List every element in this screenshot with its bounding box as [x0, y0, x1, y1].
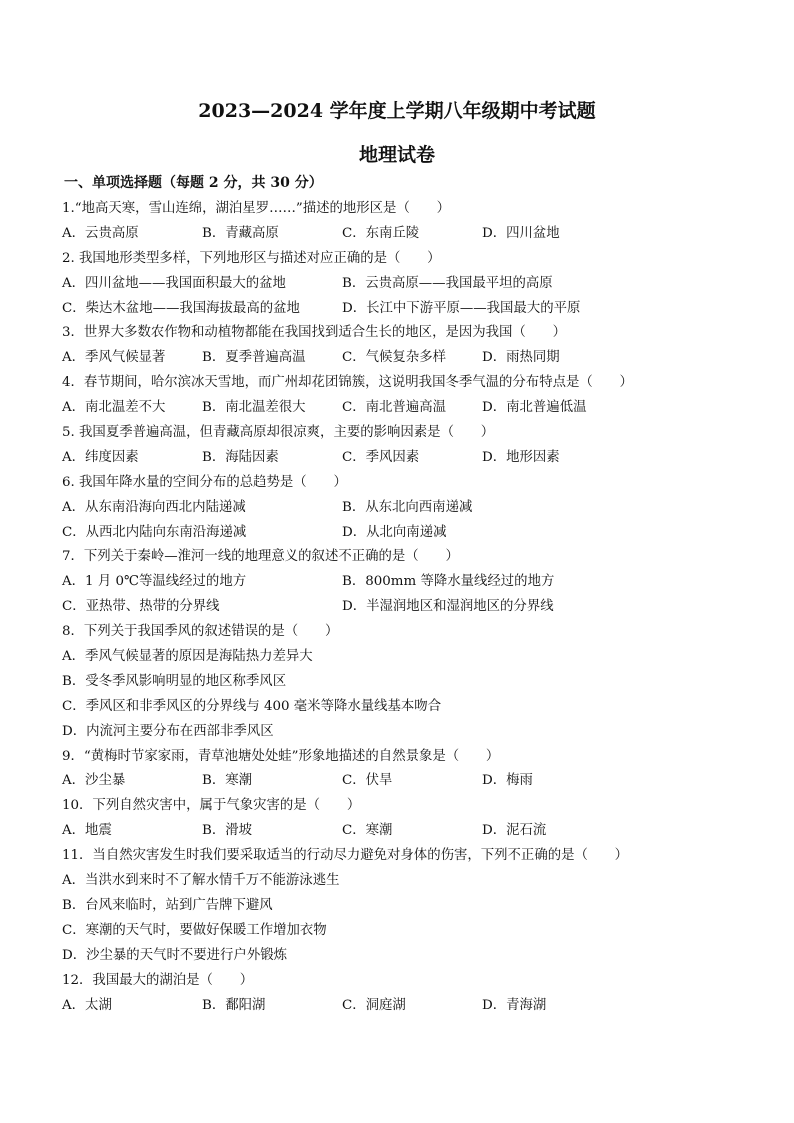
options-row	[62, 521, 742, 546]
exam-title: 2023—2024 学年度上学期八年级期中考试题	[198, 100, 596, 122]
option-a: A．从东南沿海向西北内陆递减	[62, 499, 246, 515]
option-d: D．泥石流	[482, 823, 547, 839]
option-c: C．气候复杂多样	[342, 350, 446, 366]
option-c: C．寒潮的天气时，要做好保暖工作增加衣物	[62, 922, 327, 938]
section-heading: 一、单项选择题（每题 2 分，共 30 分）	[64, 175, 323, 191]
option-a: A．1 月 0℃等温线经过的地方	[62, 574, 247, 590]
options-row	[62, 570, 742, 595]
question-stem: 4．春节期间，哈尔滨冰天雪地，而广州却花团锦簇，这说明我国冬季气温的分布特点是（ ）	[62, 375, 633, 391]
options-row	[62, 595, 742, 620]
options-row	[62, 994, 742, 1019]
option-c: C．柴达木盆地——我国海拔最高的盆地	[62, 300, 300, 316]
option-a: A．沙尘暴	[62, 773, 126, 789]
option-c: C．东南丘陵	[342, 225, 420, 241]
options-row	[62, 297, 742, 322]
options-row	[62, 396, 742, 421]
option-c: C．亚热带、热带的分界线	[62, 599, 220, 615]
option-a: A．四川盆地——我国面积最大的盆地	[62, 275, 286, 291]
option-d: D．内流河主要分布在西部非季风区	[62, 723, 274, 739]
option-d: D．四川盆地	[482, 225, 560, 241]
option-d: D．梅雨	[482, 773, 533, 789]
option-a: A．季风气候显著的原因是海陆热力差异大	[62, 649, 313, 665]
option-c: C．从西北内陆向东南沿海递减	[62, 524, 247, 540]
option-a: A．地震	[62, 823, 112, 839]
option-a: A．云贵高原	[62, 225, 139, 241]
option-a: A．当洪水到来时不了解水情千万不能游泳逃生	[62, 873, 340, 889]
option-b: B．从东北向西南递减	[342, 499, 473, 515]
question-list	[62, 197, 742, 1018]
question-stem: 3．世界大多数农作物和动植物都能在我国找到适合生长的地区，是因为我国（ ）	[62, 325, 566, 341]
option-d: D．沙尘暴的天气时不要进行户外锻炼	[62, 947, 287, 963]
option-a: A．太湖	[62, 997, 112, 1013]
question-stem: 11．当自然灾害发生时我们要采取适当的行动尽力避免对身体的伤害，下列不正确的是（ ）	[62, 848, 629, 864]
question-stem: 9．“黄梅时节家家雨，青草池塘处处蛙”形象地描述的自然景象是（ ）	[62, 748, 500, 764]
option-d: D．长江中下游平原——我国最大的平原	[342, 300, 581, 316]
option-b: B．海陆因素	[202, 449, 279, 465]
option-a: A．纬度因素	[62, 449, 139, 465]
option-d: D．青海湖	[482, 997, 547, 1013]
option-b: B．南北温差很大	[202, 400, 306, 416]
options-row	[62, 222, 742, 247]
option-b: B．夏季普遍高温	[202, 350, 306, 366]
option-d: D．南北普遍低温	[482, 400, 587, 416]
option-b: B．云贵高原——我国最平坦的高原	[342, 275, 553, 291]
option-c: C．季风因素	[342, 449, 420, 465]
question-stem: 10．下列自然灾害中，属于气象灾害的是（ ）	[62, 798, 361, 814]
option-b: B．滑坡	[202, 823, 253, 839]
option-d: D．半湿润地区和湿润地区的分界线	[342, 599, 554, 615]
option-d: D．从北向南递减	[342, 524, 447, 540]
option-c: C．洞庭湖	[342, 997, 406, 1013]
option-b: B．800mm 等降水量线经过的地方	[342, 574, 555, 590]
option-c: C．季风区和非季风区的分界线与 400 毫米等降水量线基本吻合	[62, 698, 442, 714]
question-stem: 7．下列关于秦岭—淮河一线的地理意义的叙述不正确的是（ ）	[62, 549, 459, 565]
option-b: B．受冬季风影响明显的地区称季风区	[62, 673, 287, 689]
exam-subtitle: 地理试卷	[358, 144, 435, 166]
option-d: D．雨热同期	[482, 350, 560, 366]
question-stem: 2. 我国地形类型多样，下列地形区与描述对应正确的是（ ）	[62, 250, 441, 266]
option-b: B．寒潮	[202, 773, 253, 789]
option-b: B．台风来临时，站到广告牌下避风	[62, 897, 273, 913]
options-row	[62, 346, 742, 371]
question-stem: 8．下列关于我国季风的叙述错误的是（ ）	[62, 624, 339, 640]
options-row	[62, 769, 742, 794]
option-b: B．青藏高原	[202, 225, 279, 241]
option-c: C．寒潮	[342, 823, 393, 839]
option-c: C．伏旱	[342, 773, 393, 789]
question-stem: 6. 我国年降水量的空间分布的总趋势是（ ）	[62, 474, 347, 490]
options-row	[62, 496, 742, 521]
option-a: A．季风气候显著	[62, 350, 166, 366]
option-a: A．南北温差不大	[62, 400, 166, 416]
option-c: C．南北普遍高温	[342, 400, 446, 416]
option-d: D．地形因素	[482, 449, 560, 465]
option-b: B．鄱阳湖	[202, 997, 266, 1013]
options-row	[62, 819, 742, 844]
question-stem: 5. 我国夏季普遍高温，但青藏高原却很凉爽，主要的影响因素是（ ）	[62, 425, 495, 441]
question-stem: 12．我国最大的湖泊是（ ）	[62, 972, 254, 988]
options-row	[62, 446, 742, 471]
question-stem: 1.“地高天寒，雪山连绵，湖泊星罗……”描述的地形区是（ ）	[62, 201, 451, 216]
options-row	[62, 272, 742, 297]
